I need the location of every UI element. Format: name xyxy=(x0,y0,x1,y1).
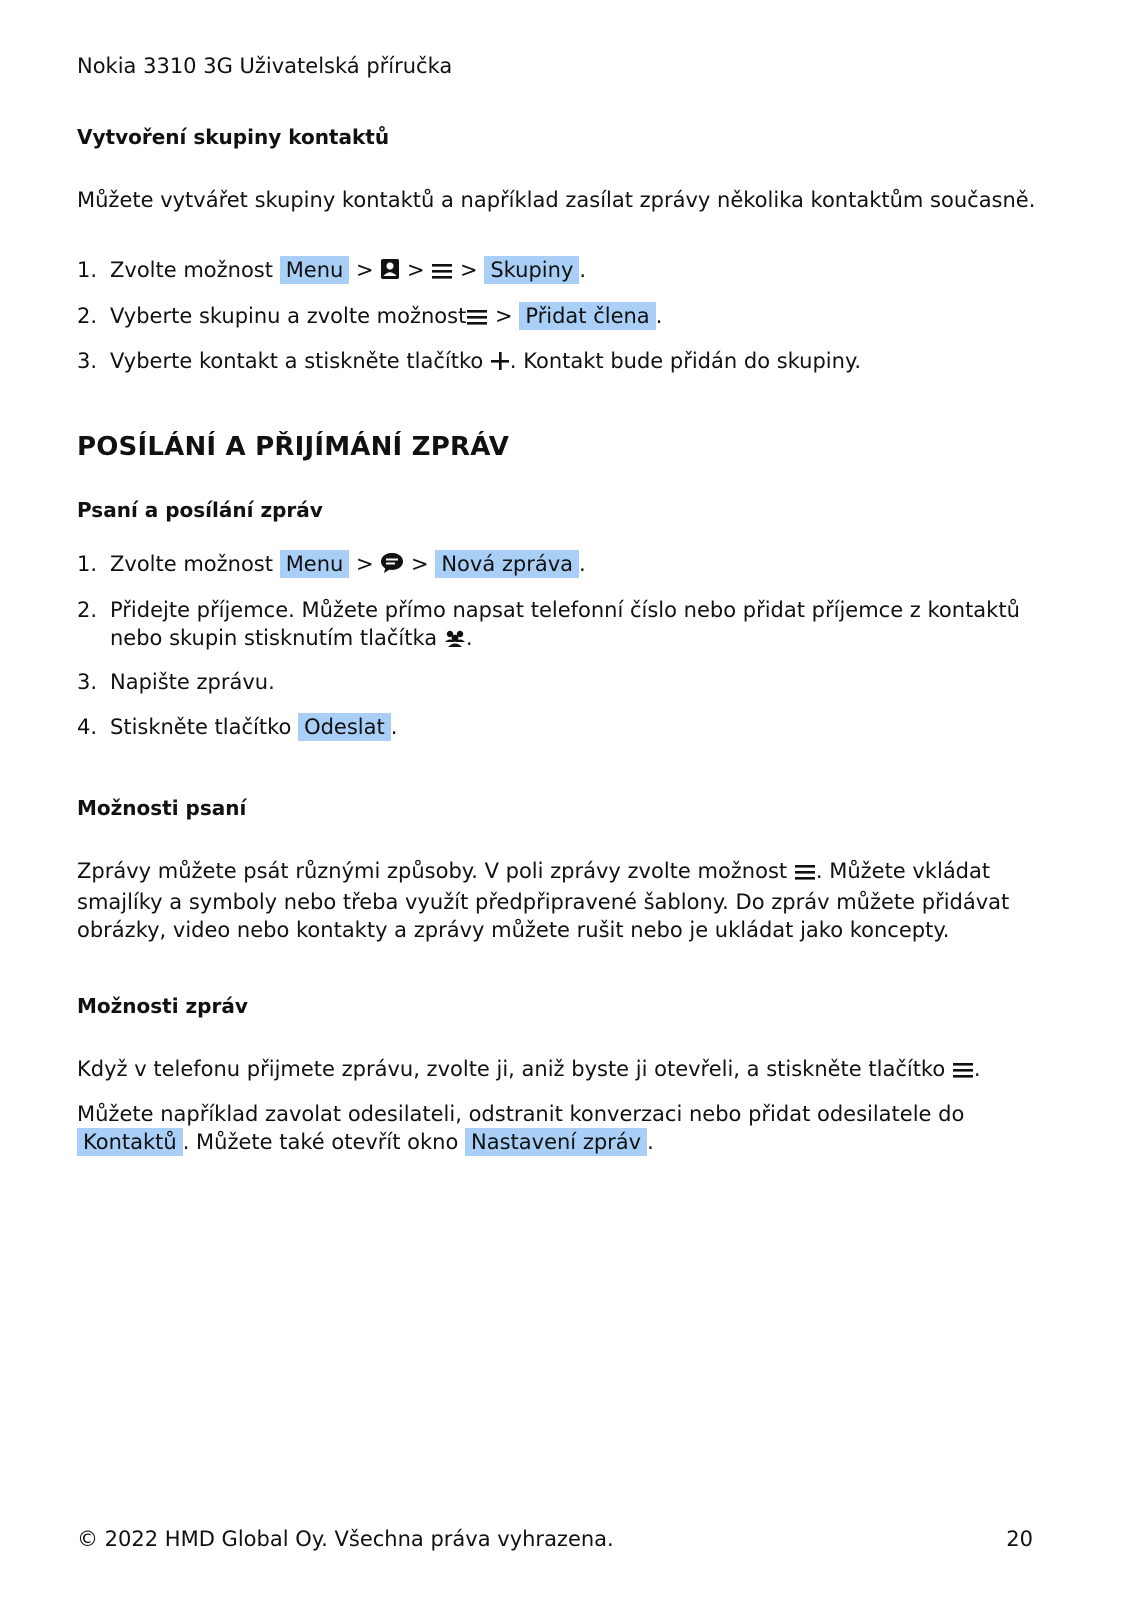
contacts-icon xyxy=(380,258,400,287)
paragraph-text: Můžete například zavolat odesilateli, odstranit konverzaci nebo přidat odesilatele do xyxy=(77,1102,965,1126)
subsection-heading-writing-options: Možnosti psaní xyxy=(77,796,247,820)
plus-icon xyxy=(490,350,510,378)
step-text: Vyberte kontakt a stiskněte tlačítko xyxy=(110,349,484,373)
list-number: 3. xyxy=(77,670,98,694)
list-number: 4. xyxy=(77,715,98,739)
period: . xyxy=(465,626,473,650)
document-header: Nokia 3310 3G Uživatelská příručka xyxy=(77,54,453,78)
skupiny-label: Skupiny xyxy=(484,256,579,284)
step-text: Napište zprávu. xyxy=(110,670,275,694)
step-text: Vyberte skupinu a zvolte možnost xyxy=(110,304,467,328)
messages-icon xyxy=(380,552,404,581)
menu-icon xyxy=(431,259,453,287)
step-text: Stiskněte tlačítko xyxy=(110,715,292,739)
paragraph-text: . Můžete také otevřít okno xyxy=(182,1130,459,1154)
step-text: . Kontakt bude přidán do skupiny. xyxy=(509,349,862,373)
footer-copyright: © 2022 HMD Global Oy. Všechna práva vyhrazena. xyxy=(77,1527,614,1551)
period: . xyxy=(390,715,398,739)
section-intro: Můžete vytvářet skupiny kontaktů a například zasílat zprávy několika kontaktům současně. xyxy=(77,188,1036,212)
period: . xyxy=(973,1057,981,1081)
writing-options-paragraph xyxy=(77,857,1057,944)
group-icon xyxy=(444,627,466,655)
paragraph-text: . Můžete vkládat smajlíky a symboly nebo třeba využít předpřipravené šablony. Do zpráv můžete přidávat obrázky, video nebo kontakty a zprávy můžete rušit nebo je ukládat jako koncepty. xyxy=(77,859,1010,942)
separator: > xyxy=(407,258,425,282)
separator: > xyxy=(356,552,374,576)
list-number: 1. xyxy=(77,258,98,282)
subsection-heading-write-send: Psaní a posílání zpráv xyxy=(77,498,323,522)
menu-icon xyxy=(952,1058,974,1086)
paragraph-text: Když v telefonu přijmete zprávu, zvolte ji, aniž byste ji otevřeli, a stiskněte tlačítko xyxy=(77,1057,946,1081)
new-message-label: Nová zpráva xyxy=(435,550,579,578)
section-heading-create-group: Vytvoření skupiny kontaktů xyxy=(77,125,390,149)
period: . xyxy=(579,552,586,576)
contacts-link: Kontaktů xyxy=(77,1128,183,1156)
separator: > xyxy=(356,258,374,282)
menu-icon xyxy=(466,305,488,333)
add-member-label: Přidat člena xyxy=(519,302,655,330)
step-text: Zvolte možnost xyxy=(110,258,273,282)
send-label: Odeslat xyxy=(298,713,391,741)
menu-label: Menu xyxy=(280,550,350,578)
separator: > xyxy=(411,552,429,576)
step-text: Zvolte možnost xyxy=(110,552,273,576)
menu-icon xyxy=(794,860,816,888)
section-heading-messaging: POSÍLÁNÍ A PŘIJÍMÁNÍ ZPRÁV xyxy=(77,432,510,462)
list-number: 2. xyxy=(77,304,98,328)
list-number: 1. xyxy=(77,552,98,576)
message-settings-link: Nastavení zpráv xyxy=(465,1128,647,1156)
subsection-heading-message-options: Možnosti zpráv xyxy=(77,994,248,1018)
page-number: 20 xyxy=(1006,1527,1033,1551)
separator: > xyxy=(460,258,478,282)
message-options-paragraph-1 xyxy=(77,1055,1057,1086)
list-number: 3. xyxy=(77,349,98,373)
period: . xyxy=(647,1130,654,1154)
separator: > xyxy=(495,304,513,328)
period: . xyxy=(655,304,663,328)
step-text: Přidejte příjemce. Můžete přímo napsat telefonní číslo nebo přidat příjemce z kontaktů nebo skupin stisknutím tlačítka xyxy=(110,598,1020,650)
period: . xyxy=(579,258,587,282)
paragraph-text: Zprávy můžete psát různými způsoby. V poli zprávy zvolte možnost xyxy=(77,859,788,883)
list-number: 2. xyxy=(77,598,98,622)
message-options-paragraph-2 xyxy=(77,1100,1057,1156)
menu-label: Menu xyxy=(280,256,350,284)
